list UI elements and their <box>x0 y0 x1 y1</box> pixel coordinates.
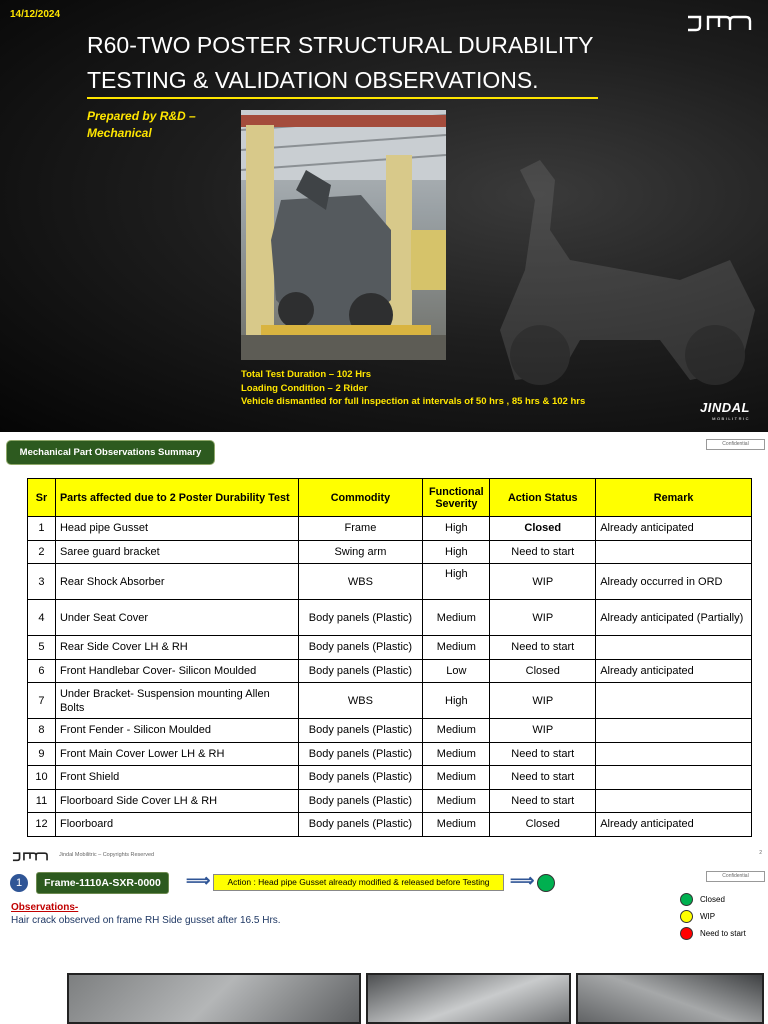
legend-dot-red <box>680 927 693 940</box>
summary-slide <box>0 432 768 864</box>
mobilitric-logo-text: MOBILITRIC <box>712 416 750 421</box>
test-duration: Total Test Duration – 102 Hrs <box>241 369 372 380</box>
legend-label: WIP <box>700 912 716 921</box>
part-code-label: Frame-1110A-SXR-0000 <box>36 872 169 894</box>
cell-status: Need to start <box>490 742 596 766</box>
title-underline <box>87 97 598 99</box>
cell-severity: Medium <box>423 766 490 790</box>
cell-commodity: Swing arm <box>298 540 423 564</box>
cell-commodity: WBS <box>298 683 423 719</box>
cell-part: Rear Side Cover LH & RH <box>55 636 298 660</box>
cell-severity: Medium <box>423 813 490 837</box>
cell-remark <box>596 540 752 564</box>
cell-sr: 10 <box>28 766 56 790</box>
page-number: 2 <box>759 850 762 856</box>
cell-sr: 1 <box>28 517 56 541</box>
cell-commodity: Body panels (Plastic) <box>298 600 423 636</box>
cell-sr: 12 <box>28 813 56 837</box>
cell-severity: High <box>423 517 490 541</box>
cell-remark <box>596 789 752 813</box>
legend-item-wip <box>680 908 746 925</box>
cell-commodity: WBS <box>298 564 423 600</box>
cell-part: Floorboard <box>55 813 298 837</box>
cell-commodity: Body panels (Plastic) <box>298 719 423 743</box>
cell-sr: 8 <box>28 719 56 743</box>
table-row <box>28 600 752 636</box>
table-row <box>28 766 752 790</box>
cell-sr: 9 <box>28 742 56 766</box>
cell-remark <box>596 766 752 790</box>
cell-part: Under Bracket- Suspension mounting Allen Bolts <box>55 683 298 719</box>
legend-label: Need to start <box>700 929 746 938</box>
cell-status: Closed <box>490 517 596 541</box>
gusset-closeup-photo <box>366 973 571 1024</box>
table-row <box>28 540 752 564</box>
presentation-title: R60-TWO POSTER STRUCTURAL DURABILITY TESTING & VALIDATION OBSERVATIONS. <box>87 32 594 93</box>
cell-status: Closed <box>490 659 596 683</box>
cell-commodity: Frame <box>298 517 423 541</box>
legend-dot-yellow <box>680 910 693 923</box>
table-row <box>28 742 752 766</box>
cell-status: Need to start <box>490 636 596 660</box>
legend-dot-green <box>680 893 693 906</box>
cell-severity: High <box>423 683 490 719</box>
observation-text: Hair crack observed on frame RH Side gusset after 16.5 Hrs. <box>11 915 281 926</box>
header-remark: Remark <box>596 479 752 517</box>
test-rig-photo <box>241 110 446 360</box>
cell-sr: 7 <box>28 683 56 719</box>
inspection-intervals: Vehicle dismantled for full inspection at intervals of 50 hrs , 85 hrs & 102 hrs <box>241 396 586 407</box>
cell-part: Front Main Cover Lower LH & RH <box>55 742 298 766</box>
cell-severity: High <box>423 564 490 600</box>
item-number-badge: 1 <box>10 874 28 892</box>
legend-item-need-to-start <box>680 925 746 942</box>
cell-part: Rear Shock Absorber <box>55 564 298 600</box>
legend-item-closed <box>680 891 746 908</box>
observations-table <box>27 478 752 837</box>
cell-status: Need to start <box>490 540 596 564</box>
cell-sr: 5 <box>28 636 56 660</box>
jm-logo-small <box>11 851 49 862</box>
cell-status: WIP <box>490 719 596 743</box>
cell-remark <box>596 742 752 766</box>
table-row <box>28 517 752 541</box>
observation-slide <box>0 845 768 1024</box>
prepared-by: Prepared by R&D – Mechanical <box>87 109 196 140</box>
table-row <box>28 683 752 719</box>
cell-part: Saree guard bracket <box>55 540 298 564</box>
cell-severity: High <box>423 540 490 564</box>
table-row <box>28 813 752 837</box>
cell-sr: 3 <box>28 564 56 600</box>
header-commodity: Commodity <box>298 479 423 517</box>
cell-commodity: Body panels (Plastic) <box>298 636 423 660</box>
arrow-right-icon: ⟹ <box>186 871 211 890</box>
cell-part: Front Fender - Silicon Moulded <box>55 719 298 743</box>
cell-sr: 2 <box>28 540 56 564</box>
confidential-badge: Confidential <box>706 871 765 882</box>
cell-status: WIP <box>490 564 596 600</box>
status-closed-indicator <box>537 874 555 892</box>
header-severity: Functional Severity <box>423 479 490 517</box>
cell-commodity: Body panels (Plastic) <box>298 813 423 837</box>
cell-part: Head pipe Gusset <box>55 517 298 541</box>
cell-commodity: Body panels (Plastic) <box>298 789 423 813</box>
scooter-silhouette <box>480 140 768 400</box>
cell-severity: Medium <box>423 789 490 813</box>
cell-severity: Low <box>423 659 490 683</box>
cell-remark: Already occurred in ORD <box>596 564 752 600</box>
action-note: Action : Head pipe Gusset already modified & released before Testing <box>213 874 504 891</box>
presentation-date: 14/12/2024 <box>10 9 61 20</box>
cell-remark <box>596 719 752 743</box>
arrow-right-icon: ⟹ <box>510 871 535 890</box>
table-row <box>28 789 752 813</box>
table-row <box>28 564 752 600</box>
cell-commodity: Body panels (Plastic) <box>298 742 423 766</box>
legend-label: Closed <box>700 895 725 904</box>
table-row <box>28 636 752 660</box>
cell-commodity: Body panels (Plastic) <box>298 766 423 790</box>
cell-sr: 6 <box>28 659 56 683</box>
cell-part: Floorboard Side Cover LH & RH <box>55 789 298 813</box>
frame-side-photo <box>576 973 764 1024</box>
cell-severity: Medium <box>423 600 490 636</box>
cell-status: WIP <box>490 600 596 636</box>
cell-part: Front Shield <box>55 766 298 790</box>
header-parts: Parts affected due to 2 Poster Durability Test <box>55 479 298 517</box>
cell-part: Under Seat Cover <box>55 600 298 636</box>
table-row <box>28 719 752 743</box>
cell-sr: 4 <box>28 600 56 636</box>
summary-label: Mechanical Part Observations Summary <box>6 440 215 465</box>
cell-status: Need to start <box>490 766 596 790</box>
cell-part: Front Handlebar Cover- Silicon Moulded <box>55 659 298 683</box>
cell-remark: Already anticipated <box>596 517 752 541</box>
cell-sr: 11 <box>28 789 56 813</box>
cell-commodity: Body panels (Plastic) <box>298 659 423 683</box>
gusset-crack-photo <box>67 973 361 1024</box>
copyright-footer: Jindal Mobilitric – Copyrights Reserved <box>59 852 155 858</box>
cell-status: Closed <box>490 813 596 837</box>
table-header-row <box>28 479 752 517</box>
jindal-logo: JINDAL <box>700 400 750 415</box>
cell-remark: Already anticipated <box>596 813 752 837</box>
cell-remark <box>596 636 752 660</box>
cell-severity: Medium <box>423 742 490 766</box>
header-status: Action Status <box>490 479 596 517</box>
test-info <box>241 368 585 409</box>
cell-status: WIP <box>490 683 596 719</box>
table-row <box>28 659 752 683</box>
status-legend <box>680 891 746 942</box>
cell-remark: Already anticipated <box>596 659 752 683</box>
header-sr: Sr <box>28 479 56 517</box>
loading-condition: Loading Condition – 2 Rider <box>241 382 368 394</box>
cell-severity: Medium <box>423 636 490 660</box>
cell-status: Need to start <box>490 789 596 813</box>
cell-remark <box>596 683 752 719</box>
observations-label: Observations- <box>11 902 79 913</box>
jm-logo <box>686 13 752 33</box>
title-slide <box>0 0 768 432</box>
cell-severity: Medium <box>423 719 490 743</box>
confidential-badge: Confidential <box>706 439 765 450</box>
cell-remark: Already anticipated (Partially) <box>596 600 752 636</box>
